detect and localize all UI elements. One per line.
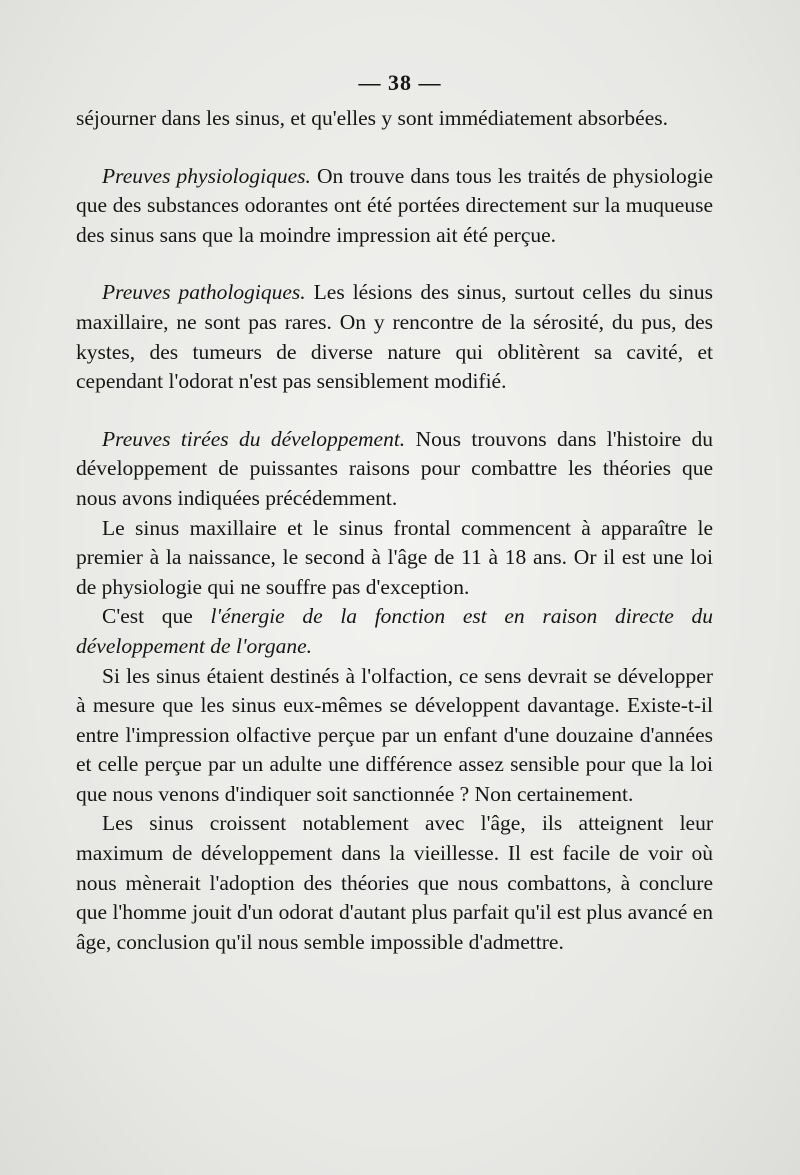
page-number: — 38 — <box>358 70 442 95</box>
section-label-physiological: Preuves physiologiques. <box>102 163 311 188</box>
paragraph-continuation: séjourner dans les sinus, et qu'elles y sont immédiatement absorbées. <box>76 106 669 130</box>
paragraph-physiological-text: On trouve dans tous les traités de physiologie que des substances odorantes ont été portées directement sur la muqueuse des sinus sans que la moindre impression ait été perçue. <box>76 163 713 247</box>
paragraph-physiological-proofs <box>76 162 713 251</box>
paragraph-pathological-proofs <box>76 278 713 396</box>
section-label-pathological: Preuves pathologiques. <box>102 280 306 305</box>
paragraph-developmental-proofs <box>76 425 713 514</box>
paragraph-sinus-appearance: Le sinus maxillaire et le sinus frontal commencent à apparaître le premier à la naissance, le second à l'âge de 11 à 18 ans. Or il est une loi de physiologie qui ne souffre pas d'exception. <box>76 515 713 599</box>
paragraph-olfaction-argument: Si les sinus étaient destinés à l'olfaction, ce sens devrait se développer à mesure que les sinus eux-mêmes se développent davantage. Existe-t-il entre l'impression olfactive perçue par un enfant d'une douzaine d'années et celle perçue par un adulte une différence assez sensible pour que la loi que nous venons d'indiquer soit sanctionnée ? Non certainement. <box>76 663 713 806</box>
paragraph-law-statement <box>76 602 713 661</box>
body-text <box>76 104 713 957</box>
paragraph-developmental-text: Nous trouvons dans l'histoire du développement de puissantes raisons pour combattre les théories que nous avons indiquées précédemment. <box>76 426 714 510</box>
section-label-developmental: Preuves tirées du développement. <box>102 426 406 451</box>
law-italic: l'énergie de la fonction est en raison directe du développement de l'organe. <box>76 604 714 658</box>
paragraph-sinus-growth: Les sinus croissent notablement avec l'âge, ils atteignent leur maximum de développement dans la vieillesse. Il est facile de voir où nous mènerait l'adoption des théories que nous combattons, à conclure que l'homme jouit d'un odorat d'autant plus parfait qu'il est plus avancé en âge, conclusion qu'il nous semble impossible d'admettre. <box>76 811 713 954</box>
paragraph-pathological-text: Les lésions des sinus, surtout celles du sinus maxillaire, ne sont pas rares. On y rencontre de la sérosité, du pus, des kystes, des tumeurs de diverse nature qui oblitèrent sa cavité, et cependant l'odorat n'est pas sensiblement modifié. <box>76 280 713 394</box>
law-prefix: C'est que <box>102 604 211 629</box>
